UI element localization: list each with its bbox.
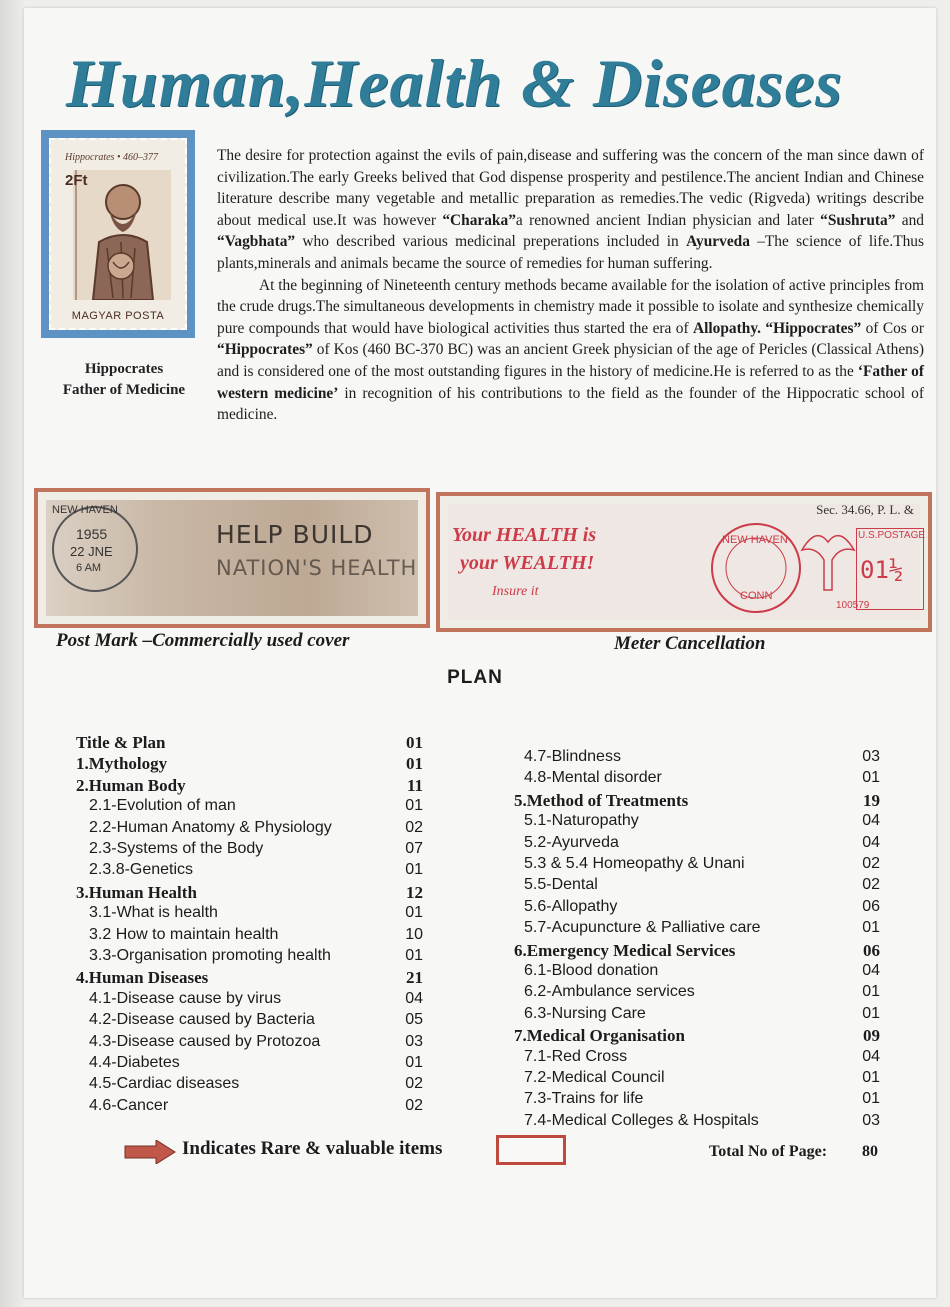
plan-item-label: 4.6-Cancer: [89, 1096, 169, 1114]
plan-item-label: 3.3-Organisation promoting health: [89, 947, 331, 964]
plan-item-label: 6.1-Blood donation: [524, 962, 659, 979]
hippocrates-stamp: [49, 138, 187, 330]
plan-item-label: Title & Plan: [76, 733, 166, 752]
plan-item-label: 2.3.8-Genetics: [89, 861, 194, 879]
plan-item-pages: 01: [862, 983, 880, 1001]
stamp-mount: [41, 130, 195, 338]
plan-item-pages: 01: [406, 733, 423, 752]
plan-item-pages: 04: [862, 1047, 880, 1065]
plan-item-label: 4.5-Cardiac diseases: [89, 1075, 240, 1093]
plan-item-label: 6.Emergency Medical Services: [514, 940, 736, 960]
plan-item-label: 3.Human Health: [76, 882, 197, 902]
plan-item-pages: 01: [862, 769, 880, 787]
postmark-year: 1955: [76, 526, 108, 542]
plan-item-pages: 01: [405, 1054, 423, 1071]
plan-item-pages: 03: [862, 1111, 880, 1129]
postmark-cover: [34, 488, 430, 628]
plan-item-pages: 10: [405, 925, 423, 943]
plan-item-label: 5.Method of Treatments: [514, 790, 689, 810]
plan-item-label: 6.3-Nursing Care: [524, 1004, 646, 1022]
intro-p2-run: in recognition of his contributions to the field as the founder of the Hippocratic school of medicine.: [217, 384, 924, 424]
plan-item-pages: 07: [405, 840, 423, 857]
postmark-caption: Post Mark –Commercially used cover: [56, 630, 350, 651]
plan-item-label: 1.Mythology: [76, 754, 168, 774]
plan-item-pages: 04: [862, 962, 880, 979]
plan-item-pages: 12: [406, 882, 423, 902]
intro-p1-run: a renowned ancient Indian physician and later: [515, 211, 821, 229]
plan-item-pages: 19: [863, 790, 880, 810]
plan-item-pages: 09: [863, 1026, 880, 1046]
plan-heading: PLAN: [447, 667, 503, 688]
postmark-town: NEW HAVEN: [52, 504, 118, 516]
intro-p1-run: “Sushruta”: [820, 211, 896, 229]
meter-cover: [436, 492, 932, 632]
plan-item-label: 2.2-Human Anatomy & Physiology: [89, 818, 332, 836]
stamp-caption-role: Father of Medicine: [62, 382, 186, 398]
meter-caption: Meter Cancellation: [614, 633, 766, 654]
plan-item-pages: 04: [405, 989, 423, 1007]
legend-box: [496, 1135, 566, 1165]
stamp-value: 2Ft: [65, 172, 88, 189]
intro-p1-run: and: [895, 211, 924, 229]
plan-item-pages: 05: [405, 1011, 423, 1029]
plan-item-pages: 02: [405, 1096, 423, 1114]
plan-item-pages: 01: [406, 754, 423, 774]
plan-item-label: 2.3-Systems of the Body: [89, 840, 264, 857]
meter-ad-line-1: Your HEALTH is: [452, 524, 597, 546]
intro-paragraph-1: [217, 145, 924, 275]
hippocrates-portrait-icon: [73, 170, 171, 305]
legend-text: Indicates Rare & valuable items: [182, 1138, 443, 1159]
plan-item-label: 5.1-Naturopathy: [524, 812, 639, 830]
plan-item-label: 4.1-Disease cause by virus: [89, 989, 282, 1007]
intro-p2-run: ‘Father of western medicine’: [217, 362, 924, 402]
plan-item-label: 2.1-Evolution of man: [89, 797, 236, 815]
plan-item-pages: 01: [405, 797, 423, 815]
plan-item-label: 5.3 & 5.4 Homeopathy & Unani: [524, 855, 745, 872]
plan-item-pages: 01: [862, 1069, 880, 1086]
total-value: 80: [862, 1143, 878, 1160]
eagle-icon: [798, 520, 858, 605]
meter-number: 100579: [836, 600, 870, 611]
stamp-header: Hippocrates • 460–377: [65, 152, 158, 163]
plan-item-pages: 06: [863, 940, 880, 960]
meter-ad-line-2: your WEALTH!: [460, 552, 595, 574]
intro-p1-run: Ayurveda: [686, 233, 750, 251]
plan-item-pages: 11: [406, 775, 423, 795]
total-pages: [709, 1143, 878, 1161]
plan-item-label: 5.6-Allopathy: [524, 897, 618, 915]
arrow-icon: [124, 1140, 176, 1169]
plan-item-label: 4.7-Blindness: [524, 748, 621, 765]
plan-item-label: 3.2 How to maintain health: [89, 925, 279, 943]
plan-item-pages: 03: [862, 748, 880, 765]
slogan-line-2: NATION'S HEALTH: [216, 556, 418, 580]
album-binding: [0, 0, 24, 1307]
plan-item-pages: 04: [862, 812, 880, 830]
plan-item-pages: 01: [862, 1090, 880, 1108]
plan-item-pages: 04: [862, 833, 880, 851]
intro-p2-run: of Kos (460 BC-370 BC) was an ancient Greek physician of the age of Pericles (Classical Athens) and is considered one of the most outstanding figures in the history of medicine.He is referred to as the: [217, 341, 924, 380]
intro-p1-run: –The science of life.Thus plants,minerals and animals became the source of remedies for human suffering.: [217, 233, 924, 272]
plan-item-label: 7.1-Red Cross: [524, 1047, 628, 1065]
intro-p2-run: Allopathy. “Hippocrates”: [693, 319, 862, 337]
intro-p1-run: The desire for protection against the evils of pain,disease and suffering was the concern of the man since dawn of civilization.The early Greeks belived that God dispense prosperity and pestilence.The ancient Indian and Chinese literature describe many vegetable and metallic preparation as remedies.The vedic (Rigveda) writings describe about medical use.It was however: [217, 147, 924, 229]
plan-item-label: 2.Human Body: [76, 775, 186, 795]
stamp-caption-name: Hippocrates: [84, 361, 164, 377]
plan-item-label: 5.2-Ayurveda: [524, 833, 619, 851]
plan-item-pages: 06: [862, 897, 880, 915]
intro-p1-run: “Charaka”: [442, 211, 516, 229]
intro-paragraph-2: [217, 275, 924, 426]
plan-item-pages: 01: [862, 1004, 880, 1022]
plan-item-label: 4.2-Disease caused by Bacteria: [89, 1011, 315, 1029]
plan-item-label: 4.Human Diseases: [76, 968, 209, 988]
plan-item-label: 5.5-Dental: [524, 876, 598, 894]
intro-p2-run: At the beginning of Nineteenth century methods became available for the isolation of active principles from the crude drugs.The simultaneous developments in chemistry made it possible to isolate and synthesize chemically pure compounds that would have biological activities thus started the era of: [217, 276, 924, 337]
intro-p2-run: of Cos or: [861, 319, 925, 337]
stamp-country: MAGYAR POSTA: [71, 310, 165, 322]
plan-item-label: 4.3-Disease caused by Protozoa: [89, 1032, 321, 1050]
plan-item-pages: 01: [405, 947, 423, 964]
plan-item-label: 7.2-Medical Council: [524, 1069, 665, 1086]
plan-item-label: 7.Medical Organisation: [514, 1026, 685, 1046]
plan-item-label: 4.8-Mental disorder: [524, 769, 662, 787]
postage-label: U.S.POSTAGE: [858, 530, 926, 541]
postmark-date: 22 JNE: [70, 544, 113, 559]
plan-item-pages: 21: [406, 968, 423, 988]
plan-item-pages: 03: [405, 1032, 423, 1050]
slogan-line-1: HELP BUILD: [216, 520, 374, 549]
meter-city: NEW HAVEN: [722, 534, 788, 546]
intro-text: [217, 145, 924, 426]
plan-item-pages: 01: [405, 861, 423, 879]
plan-item-label: 6.2-Ambulance services: [524, 983, 695, 1001]
plan-item-label: 3.1-What is health: [89, 904, 218, 922]
postage-amount: 01½: [860, 556, 904, 584]
postmark-time: 6 AM: [76, 562, 102, 574]
plan-item-label: 5.7-Acupuncture & Palliative care: [524, 919, 761, 937]
meter-ad-line-3: Insure it: [492, 584, 539, 599]
plan-item-label: 7.4-Medical Colleges & Hospitals: [524, 1111, 759, 1129]
intro-p1-run: “Vagbhata”: [217, 233, 296, 251]
plan-item-pages: 02: [862, 876, 880, 894]
plan-item-label: 7.3-Trains for life: [524, 1090, 644, 1108]
plan-item-pages: 02: [405, 1075, 423, 1093]
meter-state: CONN: [740, 590, 773, 602]
total-label: Total No of Page:: [709, 1143, 828, 1160]
page-title: Human,Health & Diseases: [66, 45, 843, 121]
plan-item-pages: 02: [862, 855, 880, 872]
plan-item-label: 4.4-Diabetes: [89, 1054, 180, 1071]
intro-p1-run: who described various medicinal preperations included in: [295, 233, 687, 251]
intro-p2-run: “Hippocrates”: [217, 341, 313, 359]
meter-sec-text: Sec. 34.66, P. L. &: [816, 502, 914, 517]
plan-item-pages: 01: [862, 919, 880, 937]
plan-item-pages: 01: [405, 904, 423, 922]
plan-item-pages: 02: [405, 818, 423, 836]
